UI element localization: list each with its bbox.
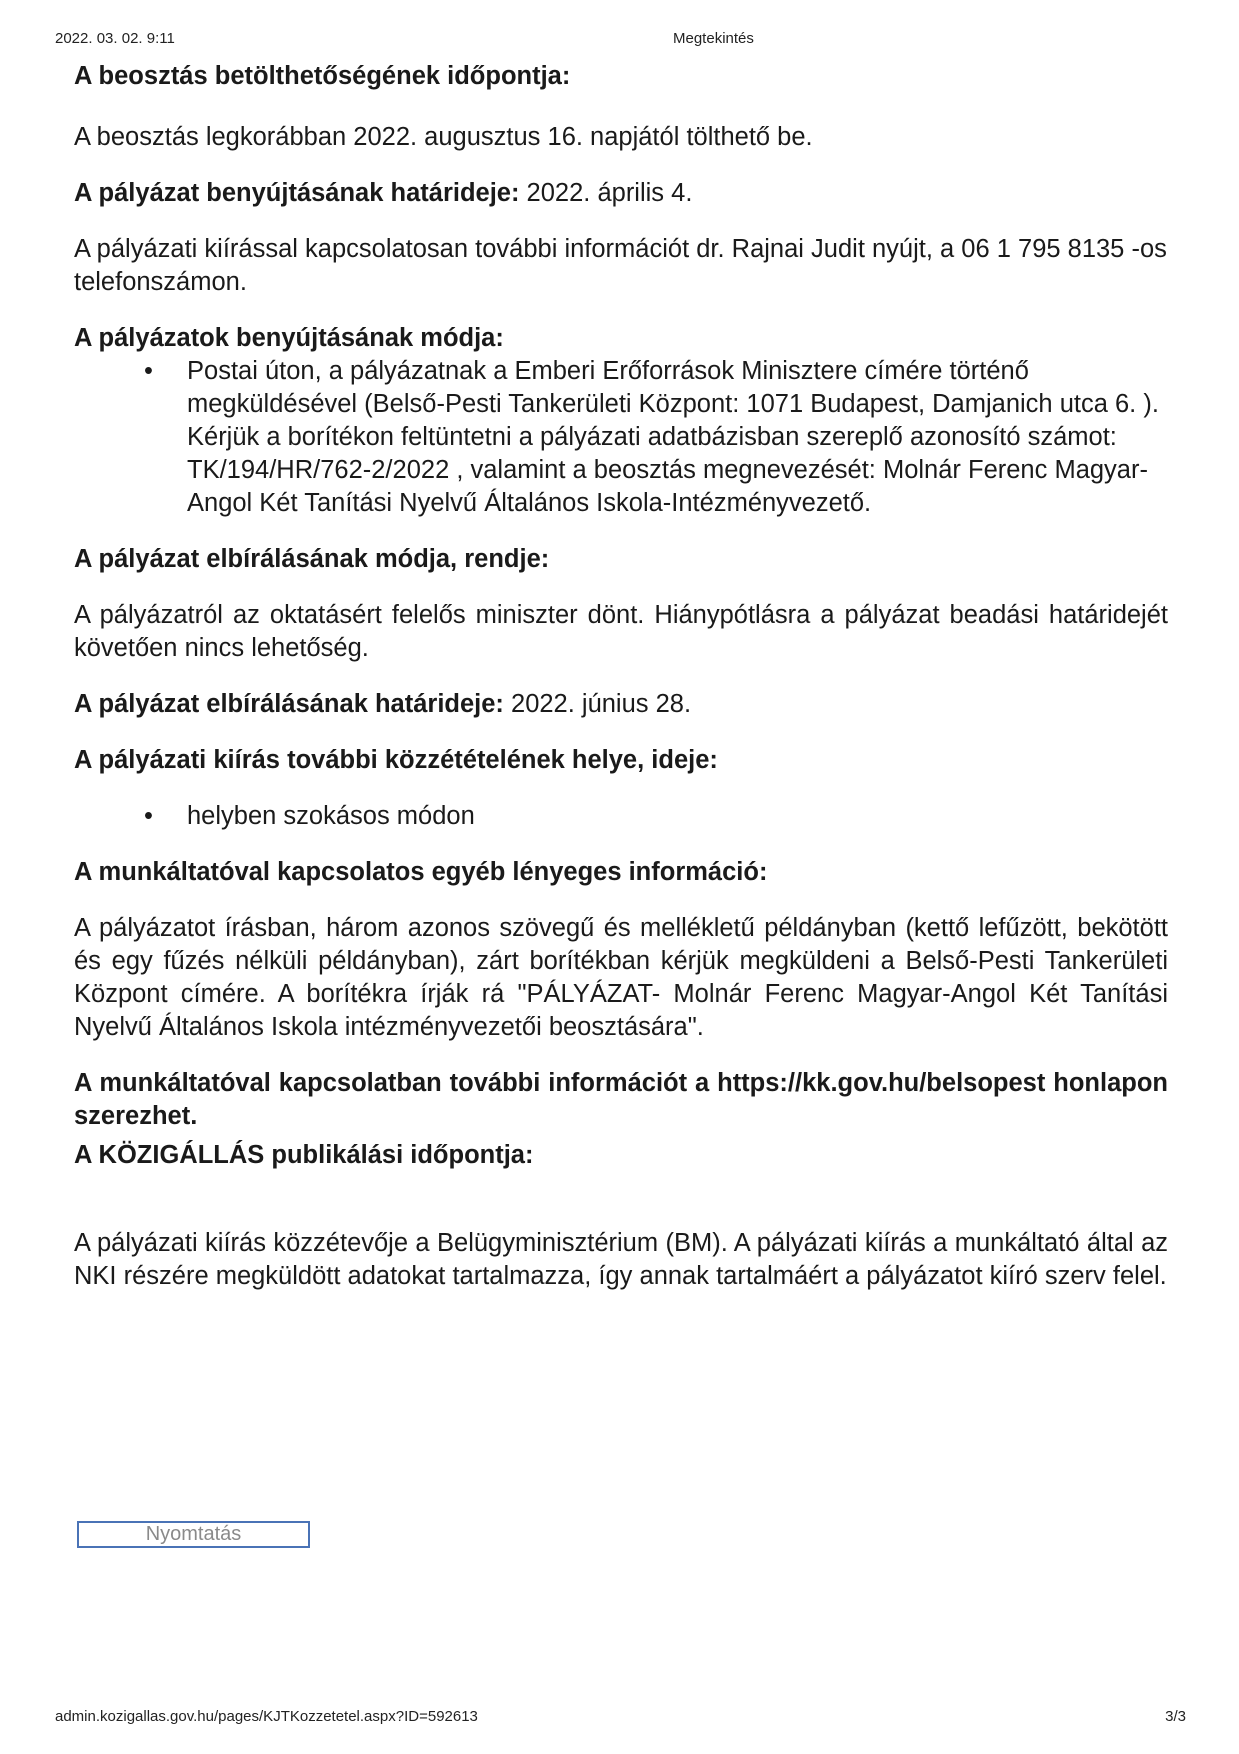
print-footer <box>0 1708 1239 1728</box>
evaluation-heading: A pályázat elbírálásának módja, rendje: <box>74 545 550 573</box>
print-header <box>0 30 1239 50</box>
print-datetime: 2022. 03. 02. 9:11 <box>55 30 175 47</box>
publication-heading: A pályázati kiírás további közzétételének helye, ideje: <box>74 746 718 774</box>
print-button[interactable]: Nyomtatás <box>77 1521 310 1548</box>
kozigallas-heading: A KÖZIGÁLLÁS publikálási időpontja: <box>74 1141 534 1169</box>
submission-list <box>74 355 1168 520</box>
evaluation-deadline-line <box>74 688 1168 721</box>
evaluation-text: A pályázatról az oktatásért felelős miniszter dönt. Hiánypótlásra a pályázat beadási határidejét követően nincs lehetőség. <box>74 601 1168 662</box>
page-url: admin.kozigallas.gov.hu/pages/KJTKozzetetel.aspx?ID=592613 <box>55 1708 478 1725</box>
deadline-value: 2022. április 4. <box>519 179 693 207</box>
employer-info-text: A pályázatot írásban, három azonos szövegű és mellékletű példányban (kettő lefűzött, bekötött és egy fűzés nélküli példányban), zárt borítékban kérjük megküldeni a Belső-Pesti Tankerületi Központ címére. A borítékra írják rá "PÁLYÁZAT- Molnár Ferenc Magyar-Angol Két Tanítási Nyelvű Általános Iskola intézményvezetői beosztására". <box>74 914 1168 1041</box>
bullet: • <box>144 357 153 385</box>
deadline-line <box>74 177 1168 210</box>
info-text: A pályázati kiírással kapcsolatosan további információt dr. Rajnai Judit nyújt, a 06 1 795 8135 -os telefonszámon. <box>74 235 1167 296</box>
submission-item-text: Postai úton, a pályázatnak a Emberi Erőforrások Minisztere címére történő megküldésével (Belső-Pesti Tankerületi Központ: 1071 Budapest, Damjanich utca 6. ). Kérjük a borítékon feltüntetni a pályázati adatbázisban szereplő azonosító számot: TK/194/HR/762-2/2022 , valamint a beosztás megnevezését: Molnár Ferenc Magyar-Angol Két Tanítási Nyelvű Általános Iskola-Intézményvezető. <box>187 357 1159 517</box>
list-item <box>74 800 1168 833</box>
publication-item-text: helyben szokásos módon <box>187 802 475 830</box>
fill-date-heading: A beosztás betölthetőségének időpontja: <box>74 62 571 90</box>
fill-date-text: A beosztás legkorábban 2022. augusztus 16. napjától tölthető be. <box>74 123 813 151</box>
employer-info-heading: A munkáltatóval kapcsolatos egyéb lényeges információ: <box>74 858 768 886</box>
bullet: • <box>144 802 153 830</box>
list-item <box>74 355 1168 520</box>
job-posting-content <box>74 60 1168 1293</box>
submission-heading: A pályázatok benyújtásának módja: <box>74 324 504 352</box>
evaluation-deadline-value: 2022. június 28. <box>503 690 692 718</box>
publisher-text: A pályázati kiírás közzétevője a Belügyminisztérium (BM). A pályázati kiírás a munkáltató által az NKI részére megküldött adatokat tartalmazza, így annak tartalmáért a pályázatot kiíró szerv felel. <box>74 1229 1168 1290</box>
publication-list <box>74 800 1168 833</box>
page-number: 3/3 <box>1165 1708 1186 1725</box>
page-title: Megtekintés <box>673 30 754 47</box>
employer-website-text: A munkáltatóval kapcsolatban további információt a https://kk.gov.hu/belsopest honlapon szerezhet. <box>74 1069 1168 1130</box>
evaluation-deadline-label: A pályázat elbírálásának határideje: <box>74 690 504 718</box>
deadline-label: A pályázat benyújtásának határideje: <box>74 179 520 207</box>
